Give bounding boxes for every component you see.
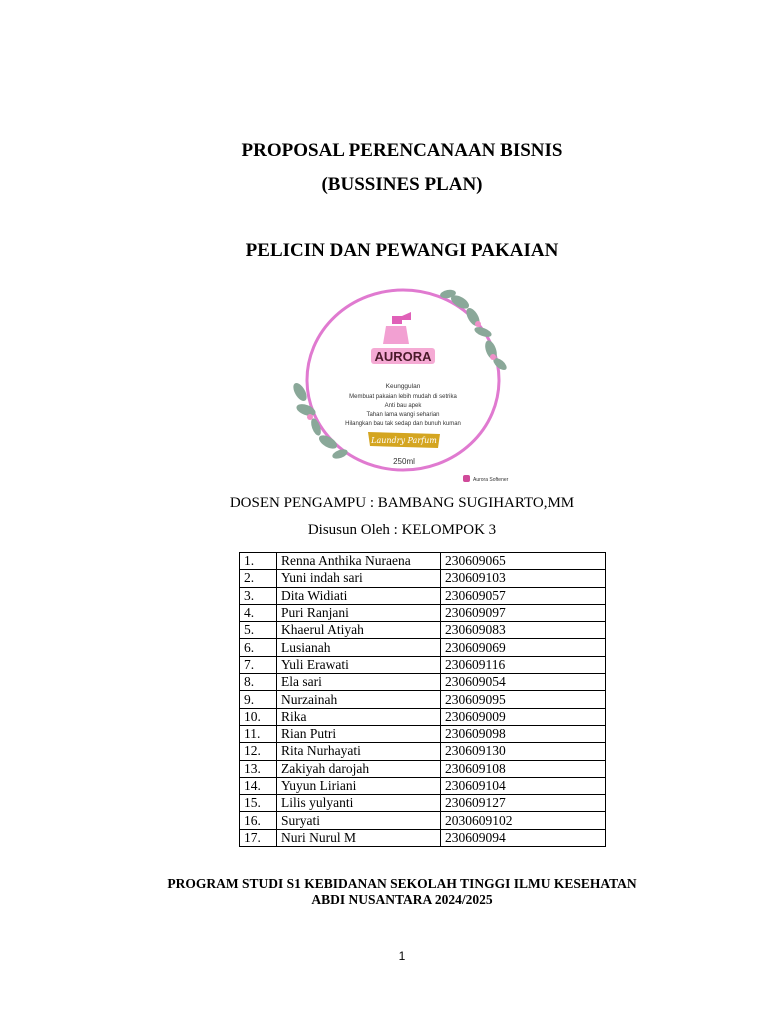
- aurora-logo-image: [278, 272, 528, 490]
- member-name: Renna Anthika Nuraena: [277, 553, 441, 570]
- product-name: Laundry Parfum: [371, 436, 437, 445]
- member-name: Rika: [277, 708, 441, 725]
- member-nim: 230609083: [441, 622, 606, 639]
- member-number: 12.: [240, 743, 277, 760]
- member-name: Suryati: [277, 812, 441, 829]
- member-nim: 230609116: [441, 656, 606, 673]
- member-name: Khaerul Atiyah: [277, 622, 441, 639]
- member-number: 16.: [240, 812, 277, 829]
- instagram-handle: Aurora Softener: [473, 477, 509, 483]
- member-name: Lusianah: [277, 639, 441, 656]
- member-nim: 230609108: [441, 760, 606, 777]
- spray-bottle-icon: [383, 312, 411, 344]
- member-nim: 2030609102: [441, 812, 606, 829]
- member-number: 4.: [240, 604, 277, 621]
- member-number: 11.: [240, 725, 277, 742]
- member-nim: 230609069: [441, 639, 606, 656]
- member-name: Ela sari: [277, 674, 441, 691]
- member-number: 9.: [240, 691, 277, 708]
- table-row: [240, 760, 606, 777]
- title-line-3: PELICIN DAN PEWANGI PAKAIAN: [245, 240, 559, 261]
- member-name: Rita Nurhayati: [277, 743, 441, 760]
- member-name: Nurzainah: [277, 691, 441, 708]
- benefits-heading: Keunggulan: [385, 383, 421, 390]
- member-name: Zakiyah darojah: [277, 760, 441, 777]
- benefit-2: Anti bau apek: [384, 403, 422, 409]
- lecturer-line: DOSEN PENGAMPU : BAMBANG SUGIHARTO,MM: [229, 495, 575, 511]
- table-row: [240, 708, 606, 725]
- footer-line-1: PROGRAM STUDI S1 KEBIDANAN SEKOLAH TINGGI ILMU KESEHATAN: [167, 876, 637, 891]
- product-volume: 250ml: [393, 457, 415, 466]
- member-nim: 230609057: [441, 587, 606, 604]
- member-nim: 230609094: [441, 829, 606, 846]
- member-nim: 230609098: [441, 725, 606, 742]
- table-row: [240, 725, 606, 742]
- benefit-1: Membuat pakaian lebih mudah di setrika: [349, 394, 457, 400]
- benefit-3: Tahan lama wangi seharian: [366, 412, 440, 418]
- member-nim: 230609104: [441, 777, 606, 794]
- table-row: [240, 691, 606, 708]
- table-row: [240, 795, 606, 812]
- footer-line-2: ABDI NUSANTARA 2024/2025: [311, 892, 493, 907]
- member-nim: 230609130: [441, 743, 606, 760]
- member-nim: 230609009: [441, 708, 606, 725]
- member-number: 15.: [240, 795, 277, 812]
- table-row: [240, 674, 606, 691]
- member-number: 1.: [240, 553, 277, 570]
- member-nim: 230609097: [441, 604, 606, 621]
- member-nim: 230609065: [441, 553, 606, 570]
- instagram-icon: [463, 475, 470, 482]
- title-line-1: PROPOSAL PERENCANAAN BISNIS: [241, 140, 563, 161]
- member-nim: 230609054: [441, 674, 606, 691]
- member-name: Lilis yulyanti: [277, 795, 441, 812]
- member-name: Puri Ranjani: [277, 604, 441, 621]
- member-name: Yuni indah sari: [277, 570, 441, 587]
- table-row: [240, 743, 606, 760]
- member-number: 17.: [240, 829, 277, 846]
- table-row: [240, 553, 606, 570]
- member-number: 6.: [240, 639, 277, 656]
- member-number: 2.: [240, 570, 277, 587]
- member-number: 3.: [240, 587, 277, 604]
- title-line-2: (BUSSINES PLAN): [321, 174, 483, 195]
- member-number: 14.: [240, 777, 277, 794]
- member-number: 10.: [240, 708, 277, 725]
- member-name: Dita Widiati: [277, 587, 441, 604]
- members-table: [239, 552, 606, 847]
- member-name: Yuyun Liriani: [277, 777, 441, 794]
- benefit-4: Hilangkan bau tak sedap dan bunuh kuman: [345, 421, 461, 427]
- table-row: [240, 829, 606, 846]
- page-number: 1: [398, 949, 406, 963]
- member-number: 5.: [240, 622, 277, 639]
- member-name: Nuri Nurul M: [277, 829, 441, 846]
- member-number: 7.: [240, 656, 277, 673]
- table-row: [240, 570, 606, 587]
- member-number: 13.: [240, 760, 277, 777]
- member-name: Yuli Erawati: [277, 656, 441, 673]
- table-row: [240, 777, 606, 794]
- table-row: [240, 622, 606, 639]
- table-row: [240, 587, 606, 604]
- brand-name: AURORA: [374, 349, 432, 364]
- compiled-by-line: Disusun Oleh : KELOMPOK 3: [307, 522, 497, 538]
- table-row: [240, 812, 606, 829]
- member-nim: 230609103: [441, 570, 606, 587]
- table-row: [240, 656, 606, 673]
- member-name: Rian Putri: [277, 725, 441, 742]
- table-row: [240, 604, 606, 621]
- table-row: [240, 639, 606, 656]
- member-nim: 230609095: [441, 691, 606, 708]
- member-number: 8.: [240, 674, 277, 691]
- member-nim: 230609127: [441, 795, 606, 812]
